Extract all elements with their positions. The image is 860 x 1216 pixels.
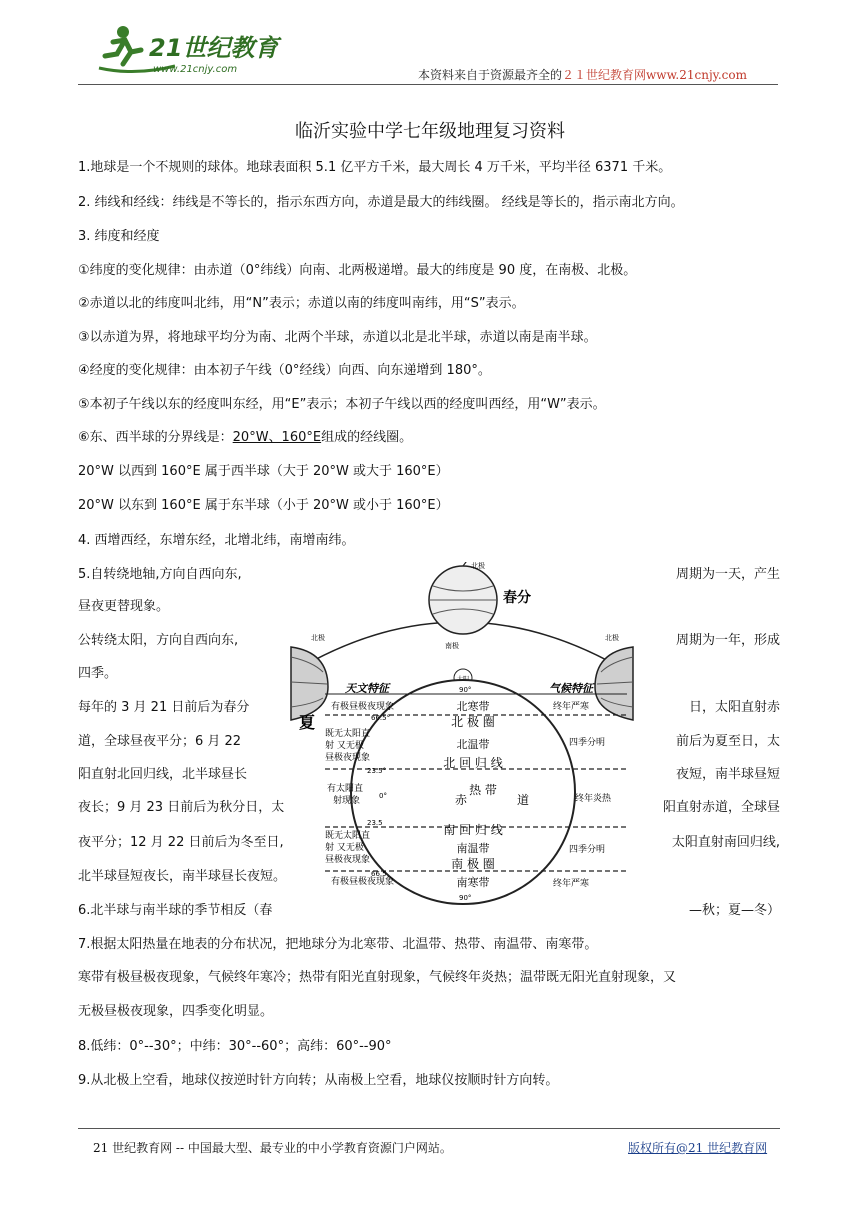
spring-label: 春分 [503,590,531,606]
left-temp-1c: 昼极夜现象 [325,753,371,763]
line-18-left: 道，全球昼夜平分；6 月 22 [78,734,242,749]
zone-tropical: 热 带 [469,783,497,797]
north-pole-left: 北极 [311,634,325,642]
line-8: ⑤本初子午线以东的经度叫东经，用“E”表示；本初子午线以西的经度叫西经，用“W”表示。 [78,397,606,412]
summer-label: 夏 [299,713,316,732]
deg-665-s: 66.5 [371,870,387,878]
right-cold-1: 终年严寒 [553,702,590,712]
line-17-right: 日，太阳直射赤 [688,700,780,715]
copyright-link[interactable]: 版权所有@21 世纪教育网 [628,1141,768,1155]
line-11: 20°W 以东到 160°E 属于东半球（小于 20°W 或小于 160°E） [78,498,449,513]
right-globe [595,647,633,720]
right-hot: 终年炎热 [575,794,612,804]
left-polar-2: 有极昼极夜现象 [331,877,395,887]
footer-text: 21 世纪教育网 -- 中国最大型、最专业的中小学教育资源门户网站。 [93,1141,452,1155]
header-note-url[interactable]: www.21cnjy.com [646,68,747,82]
left-temp-2c: 昼极夜现象 [325,855,371,865]
line-6: ③以赤道为界，将地球平均分为南、北两个半球，赤道以北是北半球，赤道以南是南半球。 [78,330,597,345]
deg-235-n: 23.5° [367,767,387,775]
logo [95,20,295,80]
zone-n-frigid: 北寒带 [456,700,490,713]
hemisphere-boundary: 20°W、160°E [232,430,322,445]
left-trop-2: 射现象 [333,796,361,806]
line-19-right: 夜短，南半球昼短 [675,767,780,782]
right-four-1: 四季分明 [569,738,606,748]
line-19-left: 阳直射北回归线，北半球昼长 [78,767,248,782]
deg-665-n: 66.5° [371,714,391,722]
line-2: 2. 纬线和经线：纬线是不等长的，指示东西方向，赤道是最大的纬线圈。 经线是等长的，指示南北方向。 [78,195,684,210]
line-20-left: 夜长；9 月 23 日前后为秋分日，太 [78,800,285,815]
zone-n-tropic: 北 回 归 线 [443,756,503,770]
deg-235-s: 23.5 [367,819,383,827]
footer-divider [78,1128,780,1129]
zone-n-temperate: 北温带 [456,738,490,751]
line-9-a: ⑥东、西半球的分界线是： [78,430,233,445]
line-4: ①纬度的变化规律：由赤道（0°纬线）向南、北两极递增。最大的纬度是 90 度，在南极、北极。 [78,263,637,278]
zone-equator-a: 赤 [454,793,468,807]
south-pole-label: 南极 [445,642,459,650]
right-four-2: 四季分明 [569,845,606,855]
line-23-left: 6.北半球与南半球的季节相反（春 [78,903,273,918]
line-10: 20°W 以西到 160°E 属于西半球（大于 20°W 或大于 160°E） [78,464,449,479]
zone-s-frigid: 南寒带 [456,876,490,889]
left-temp-2a: 既无太阳直 [325,831,371,841]
line-17-left: 每年的 3 月 21 日前后为春分 [78,700,250,715]
header-note-site[interactable]: ２１世纪教育网 [562,68,647,82]
line-18-right: 前后为夏至日，太 [675,734,780,749]
line-23-right: —秋；夏—冬） [688,903,780,918]
spring-globe [429,562,497,634]
zone-s-circle: 南 极 圈 [451,857,495,871]
line-21-left: 夜平分；12 月 22 日前后为冬至日, [78,835,284,850]
line-25: 寒带有极昼极夜现象，气候终年寒冷；热带有阳光直射现象，气候终年炎热；温带既无阳光直射现象，又 [78,970,677,985]
line-9 [78,428,412,448]
line-1: 1.地球是一个不规则的球体。地球表面积 5.1 亿平方千米，最大周长 4 万千米，平均半径 6371 千米。 [78,160,672,175]
logo-url: www.21cnjy.com [153,64,238,75]
left-globe [291,647,328,720]
zone-equator-b: 道 [516,793,530,807]
deg-0: 0° [379,792,387,800]
zone-n-circle: 北 极 圈 [451,715,495,729]
line-16: 四季。 [78,666,118,681]
line-5: ②赤道以北的纬度叫北纬，用“N”表示；赤道以南的纬度叫南纬，用“S”表示。 [78,296,525,311]
zone-s-tropic: 南 回 归 线 [443,823,503,837]
line-15-right: 周期为一年，形成 [675,633,780,648]
header-divider [78,84,778,85]
north-pole-right: 北极 [605,634,619,642]
line-21-right: 太阳直射南回归线, [671,835,780,850]
page-title: 临沂实验中学七年级地理复习资料 [295,121,565,142]
line-7: ④经度的变化规律：由本初子午线（0°经线）向西、向东递增到 180°。 [78,363,491,378]
line-27: 8.低纬：0°--30°；中纬：30°--60°；高纬：60°--90° [78,1039,392,1054]
line-12: 4. 西增西经，东增东经，北增北纬，南增南纬。 [78,533,355,548]
left-temp-2b: 射 又无极 [325,843,364,853]
col-left-title: 天文特征 [345,682,389,695]
line-3: 3. 纬度和经度 [78,229,160,244]
north-pole-top: 北极 [471,562,485,570]
deg-90-top: 90° [459,686,472,694]
header-note [418,66,747,83]
line-26: 无极昼极夜现象，四季变化明显。 [78,1004,274,1019]
header-note-prefix: 本资料来自于资源最齐全的 [418,68,563,82]
line-15-left: 公转绕太阳，方向自西向东, [78,633,239,648]
logo-text: 21世纪教育 [149,34,279,62]
right-cold-2: 终年严寒 [553,879,590,889]
line-13-right: 周期为一天，产生 [675,567,780,582]
earth-zones-figure [283,562,638,908]
line-14: 昼夜更替现象。 [78,599,170,614]
left-polar-1: 有极昼极夜现象 [331,702,395,712]
line-13-left: 5.自转绕地轴,方向自西向东, [78,567,242,582]
deg-90-bottom: 90° [459,894,472,902]
line-20-right: 阳直射赤道，全球昼 [662,800,780,815]
line-22: 北半球昼短夜长，南半球昼长夜短。 [78,869,287,884]
col-right-title: 气候特征 [549,682,593,695]
left-temp-1a: 既无太阳直 [325,729,371,739]
left-temp-1b: 射 又无极 [325,741,364,751]
line-9-c: 组成的经线圈。 [321,430,413,445]
zone-s-temperate: 南温带 [456,842,490,855]
line-28: 9.从北极上空看，地球仪按逆时针方向转；从南极上空看，地球仪按顺时针方向转。 [78,1073,559,1088]
left-trop-1: 有太阳直 [327,784,364,794]
line-24: 7.根据太阳热量在地表的分布状况，把地球分为北寒带、北温带、热带、南温带、南寒带。 [78,937,598,952]
